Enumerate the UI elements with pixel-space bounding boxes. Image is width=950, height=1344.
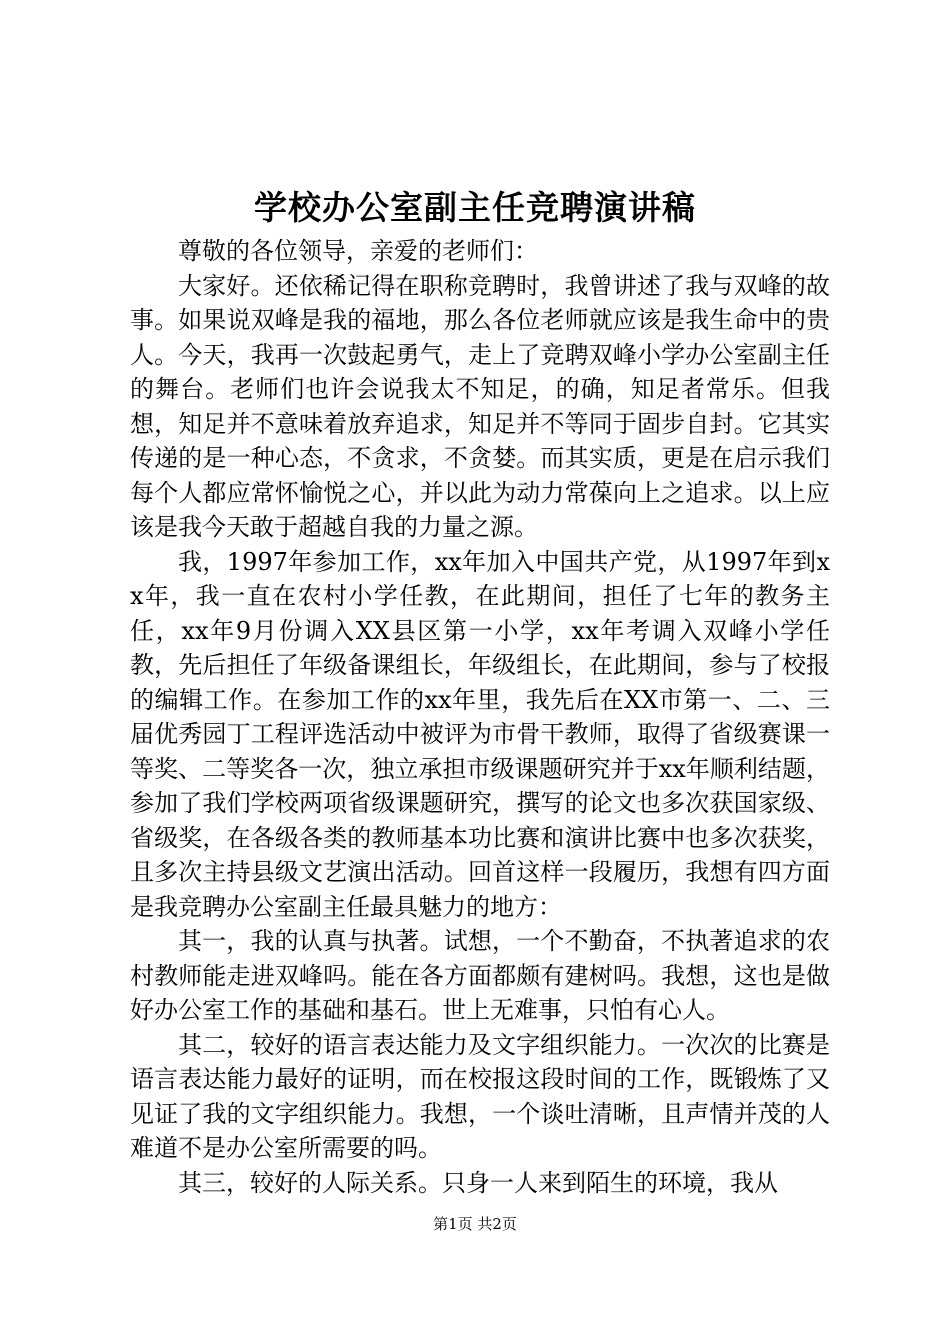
body-paragraph: 大家好。还依稀记得在职称竞聘时，我曾讲述了我与双峰的故事。如果说双峰是我的福地，那么各位老师就应该是我生命中的贵人。今天，我再一次鼓起勇气，走上了竞聘双峰小学办公室副主任的舞台。老师们也许会说我太不知足，的确，知足者常乐。但我想，知足并不意味着放弃追求，知足并不等同于固步自封。它其实传递的是一种心态，不贪求，不贪婪。而其实质，更是在启示我们每个人都应常怀愉悦之心，并以此为动力常葆向上之追求。以上应该是我今天敢于超越自我的力量之源。 — [130, 271, 830, 541]
document-body — [130, 234, 830, 1200]
page-footer: 第1页 共2页 — [433, 1215, 517, 1233]
document-title: 学校办公室副主任竞聘演讲稿 — [254, 188, 696, 227]
salutation-paragraph: 尊敬的各位领导，亲爱的老师们： — [178, 237, 538, 265]
body-paragraph: 其三，较好的人际关系。只身一人来到陌生的环境，我从 — [178, 1168, 778, 1197]
body-paragraph: 我，1997年参加工作，xx年加入中国共产党，从1997年到xx年，我一直在农村小学任教，在此期间，担任了七年的教务主任，xx年9月份调入XX县区第一小学，xx年考调入双峰小学任教，先后担任了年级备课组长，年级组长，在此期间，参与了校报的编辑工作。在参加工作的xx年里，我先后在XX市第一、二、三届优秀园丁工程评选活动中被评为市骨干教师，取得了省级赛课一等奖、二等奖各一次，独立承担市级课题研究并于xx年顺利结题，参加了我们学校两项省级课题研究，撰写的论文也多次获国家级、省级奖，在各级各类的教师基本功比赛和演讲比赛中也多次获奖，且多次主持县级文艺演出活动。回首这样一段履历，我想有四方面是我竞聘办公室副主任最具魅力的地方： — [130, 547, 830, 921]
body-paragraph: 其一，我的认真与执著。试想，一个不勤奋，不执著追求的农村教师能走进双峰吗。能在各方面都颇有建树吗。我想，这也是做好办公室工作的基础和基石。世上无难事，只怕有心人。 — [130, 927, 830, 1024]
body-paragraph: 其二，较好的语言表达能力及文字组织能力。一次次的比赛是语言表达能力最好的证明，而在校报这段时间的工作，既锻炼了又见证了我的文字组织能力。我想，一个谈吐清晰，且声情并茂的人难道不是办公室所需要的吗。 — [130, 1030, 830, 1162]
